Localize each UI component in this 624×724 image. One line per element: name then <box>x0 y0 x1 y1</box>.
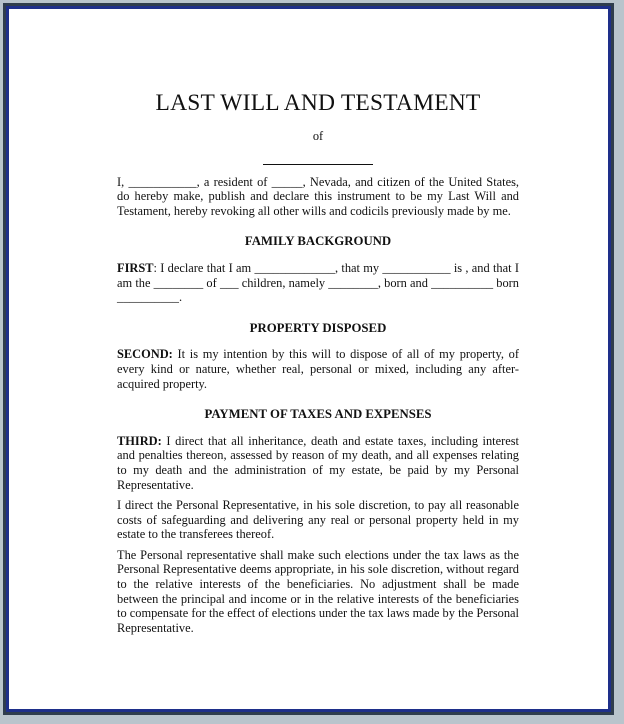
paragraph-first <box>117 261 519 305</box>
paragraph-text: It is my intention by this will to dispose of all of my property, of every kind or nature, whether real, personal or mixed, including any after-acquired property. <box>117 347 519 391</box>
paragraph-second <box>117 347 519 391</box>
paragraph-lead: SECOND: <box>117 347 173 362</box>
paragraph-lead: FIRST <box>117 260 154 275</box>
document-title: LAST WILL AND TESTAMENT <box>155 90 481 116</box>
paragraph-elections: The Personal representative shall make such elections under the tax laws as the Personal Representative deems appropriate, in his sole discretion, without regard to the relative interests of the beneficiaries. No adjustment shall be made between the principal and income or in the relative interests of the beneficiaries to compensate for the effect of elections under the tax laws made by the Personal Representative. <box>117 547 519 635</box>
paragraph-third <box>117 434 519 492</box>
document-page <box>12 12 605 706</box>
section-heading-family-background: FAMILY BACKGROUND <box>244 234 392 249</box>
intro-paragraph: I, ___________, a resident of _____, Nevada, and citizen of the United States, do hereby make, publish and declare this instrument to be my Last Will and Testament, hereby revoking all other wills and codicils previously made by me. <box>117 174 519 218</box>
outer-frame <box>3 3 614 715</box>
section-heading-property-disposed: PROPERTY DISPOSED <box>249 320 387 335</box>
paragraph-text: I direct that all inheritance, death and estate taxes, including interest and penalties thereon, assessed by reason of my death, and all expenses relating to my death and the administration of my estate, be paid by my Personal Representative. <box>117 433 519 492</box>
paragraph-costs: I direct the Personal Representative, in his sole discretion, to pay all reasonable costs of safeguarding and delivering any real or personal property held in my estate to the transferees thereof. <box>117 498 519 542</box>
testator-name-line <box>263 158 373 165</box>
paragraph-text: : I declare that I am _____________, that my ___________ is , and that I am the ________ of ___ children, namely ________, born and __________ born __________. <box>117 260 519 305</box>
blue-border <box>6 6 611 712</box>
of-label: of <box>312 129 324 143</box>
paragraph-lead: THIRD: <box>117 433 162 448</box>
section-heading-taxes-expenses: PAYMENT OF TAXES AND EXPENSES <box>204 407 432 422</box>
will-document <box>117 90 519 635</box>
